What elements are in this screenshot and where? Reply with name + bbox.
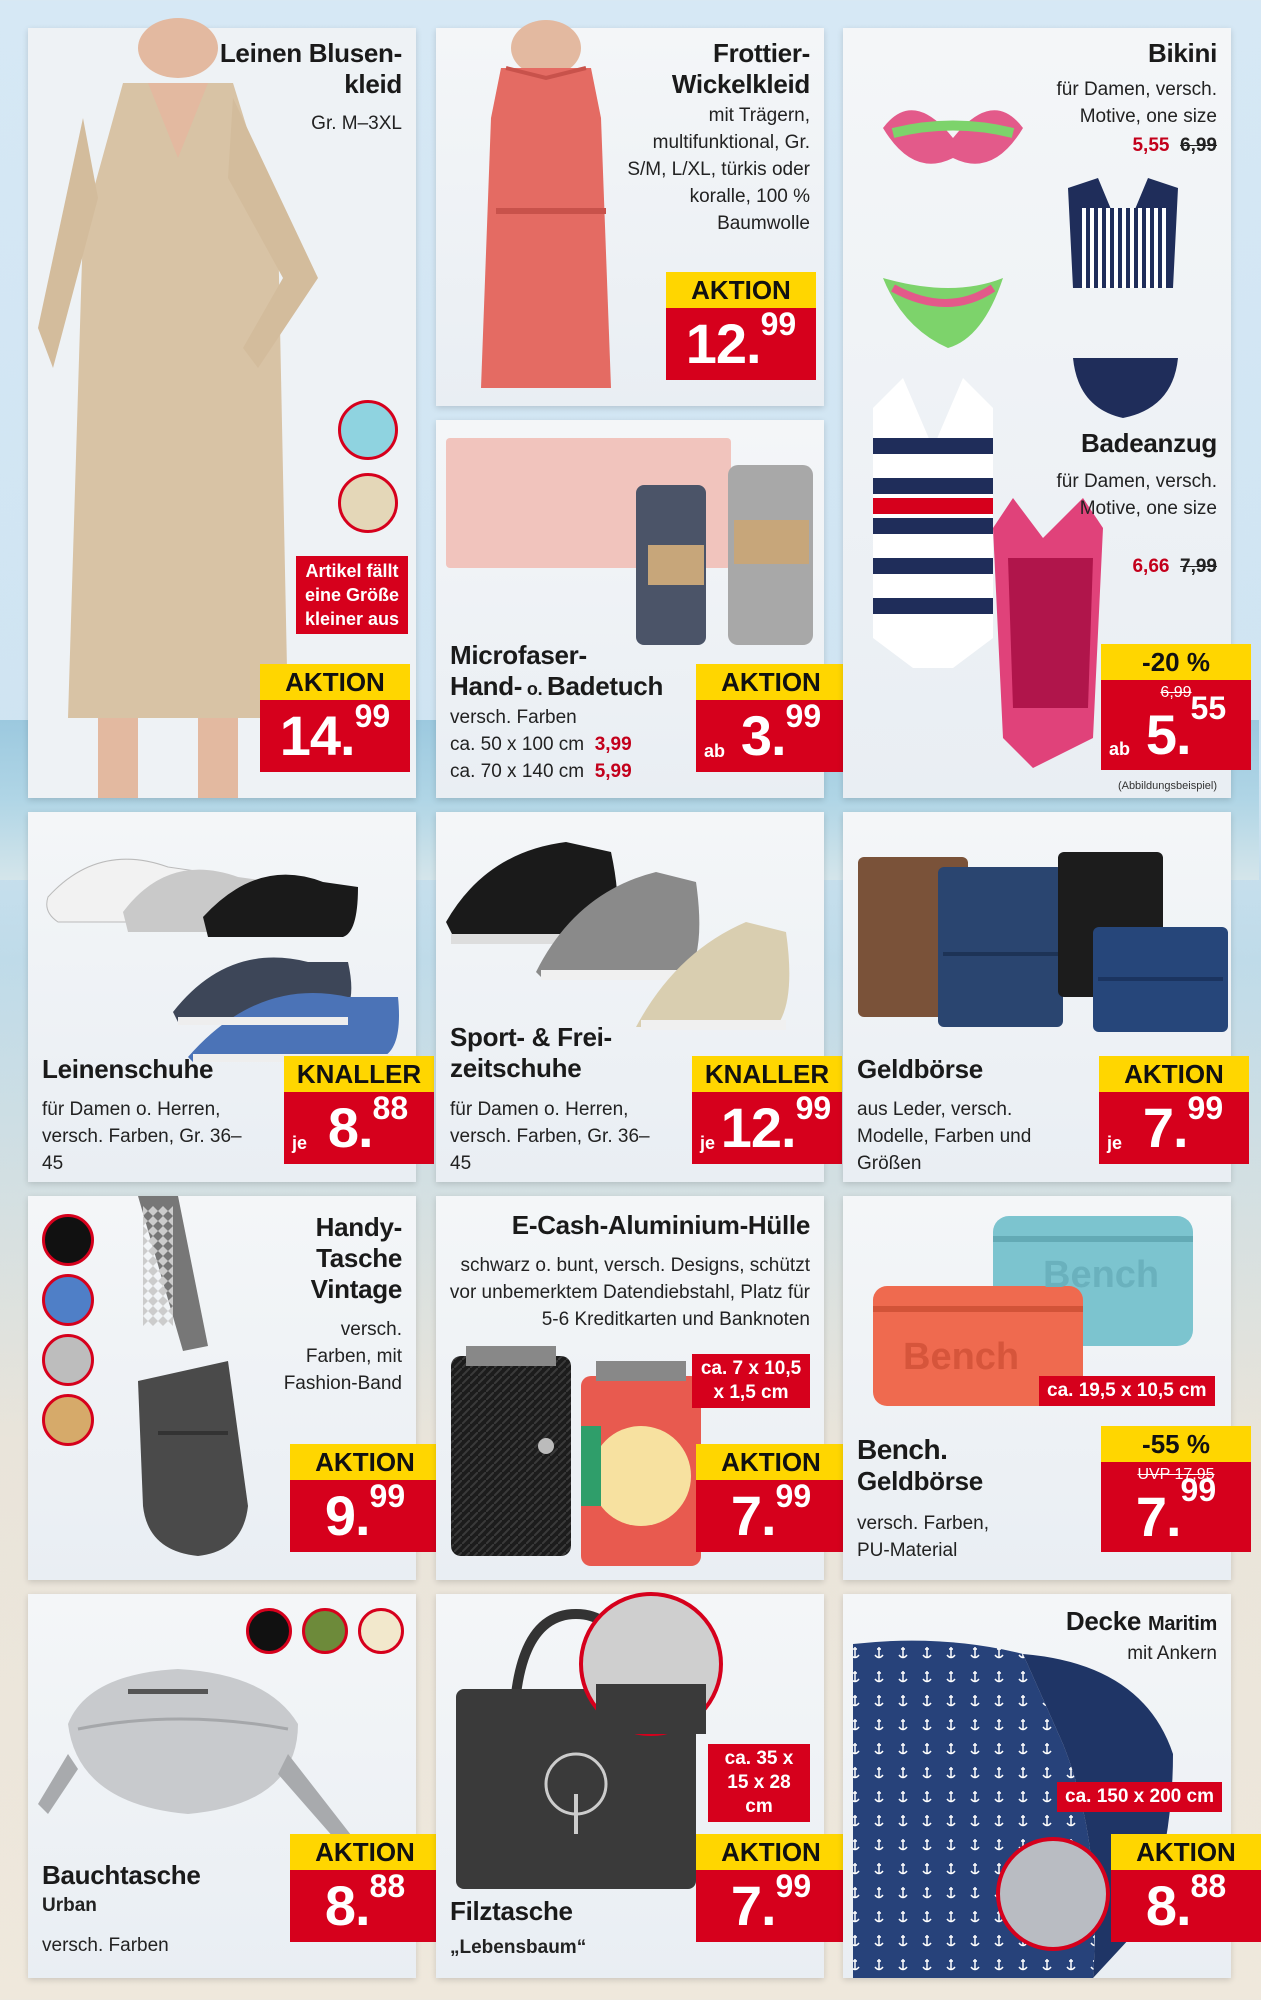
badge-label: -20 % [1101,644,1251,680]
bikini-desc: für Damen, versch. Motive, one size [1056,79,1217,127]
price-cents: 99 [775,1478,812,1514]
price-cents: 88 [372,1090,409,1126]
price-cents: 99 [369,1478,406,1514]
price-cents: 99 [1180,1472,1217,1508]
towel-title [450,640,690,705]
badge-label: AKTION [696,1444,846,1480]
linen-shoes-title: Leinenschuhe [42,1054,214,1084]
price-cents: 99 [354,698,391,734]
badge-label: KNALLER [692,1056,842,1092]
swimsuit-price [1132,553,1217,580]
towel-title-end: Badetuch [546,671,664,701]
badge-label: AKTION [666,272,816,308]
bench-dims: ca. 19,5 x 10,5 cm [1039,1376,1215,1406]
price: 9. [324,1484,370,1547]
towel-title-part: Hand- [450,671,523,701]
product-swimwear[interactable] [843,28,1231,798]
blanket-desc: mit Ankern [1127,1643,1217,1664]
product-bench-wallet[interactable] [843,1196,1231,1580]
uvp-price: UVP 17,95 [1137,1466,1215,1483]
towel-image [436,420,824,650]
swimsuit-price-badge [1101,644,1251,770]
price: 7. [730,1484,776,1547]
felt-bag-subtitle: „Lebensbaum“ [450,1937,587,1958]
color-swatch-tan[interactable] [42,1394,94,1446]
bikini-price-old: 6,99 [1180,135,1217,156]
towel-price-2: 5,99 [594,761,632,782]
price-cents: 55 [1190,690,1227,726]
badge-label: -55 % [1101,1426,1251,1462]
sport-shoes-price-badge [692,1056,842,1164]
product-blanket[interactable] [843,1594,1236,1978]
price: 7. [1142,1096,1188,1159]
blanket-title-sub: Maritim [1147,1613,1217,1635]
linen-shoes-image [28,812,416,1062]
wrap-price-badge [666,272,816,380]
badge-label: AKTION [1111,1834,1261,1870]
towel-title-connector: o. [522,679,547,699]
phone-bag-price-badge [290,1444,440,1552]
badge-label: KNALLER [284,1056,434,1092]
price-prefix: je [700,1133,716,1153]
price-cents: 99 [775,1868,812,1904]
price: 5. [1145,703,1191,766]
belt-bag-title: Bauchtasche [42,1860,201,1890]
towel-title-line1: Microfaser- [450,640,587,670]
felt-bag-title: Filztasche [450,1896,573,1926]
badge-label: AKTION [290,1834,440,1870]
color-swatch-black[interactable] [42,1214,94,1266]
dress-price-badge [260,664,410,772]
bench-logo-red: Bench [903,1336,1020,1378]
ecash-title: E-Cash-Aluminium-Hülle [511,1210,810,1240]
badge-label: AKTION [1099,1056,1249,1092]
price: 14. [279,704,355,767]
swimsuit-title: Badeanzug [1081,428,1217,458]
blanket-title-main: Decke [1065,1606,1142,1636]
price: 12. [685,312,761,375]
price-cents: 99 [760,306,797,342]
towel-desc-colors: versch. Farben [450,707,577,728]
dress-title: Leinen Blusen-kleid [219,38,402,99]
product-belt-bag[interactable] [28,1594,416,1978]
color-swatch-beige[interactable] [338,473,398,533]
price: 3. [740,704,786,767]
price: 8. [324,1874,370,1937]
wallet-image [843,812,1231,1042]
phone-bag-desc: versch. Farben, mit Fashion-Band [283,1319,402,1394]
blanket-title [1066,1606,1217,1640]
felt-bag-image [446,1594,716,1894]
product-wrap-dress[interactable] [436,28,824,406]
wrap-title: Frottier-Wickelkleid [671,38,810,99]
bench-title: Geldbörse [857,1466,983,1496]
towel-size-2: ca. 70 x 140 cm [450,761,585,782]
towel-size-1: ca. 50 x 100 cm [450,734,585,755]
bikini-title: Bikini [1148,38,1217,68]
price-prefix: je [292,1133,308,1153]
ecash-price-badge [696,1444,846,1552]
wrap-desc: mit Trägern, multifunktional, Gr. S/M, L/XL, türkis oder koralle, 100 % Baumwolle [627,105,810,234]
bench-brand: Bench. [857,1434,948,1465]
price-prefix: je [1107,1133,1123,1153]
product-felt-bag[interactable] [436,1594,824,1978]
wallet-desc: aus Leder, versch. Modelle, Farben und Größen [857,1099,1032,1174]
dress-size-note: Artikel fällt eine Größe kleiner aus [296,556,408,634]
bench-logo-blue: Bench [1043,1254,1160,1296]
price-cents: 88 [1190,1868,1227,1904]
color-swatch-blue[interactable] [42,1274,94,1326]
product-wallet[interactable] [843,812,1231,1182]
price: 8. [327,1096,373,1159]
badge-label: AKTION [260,664,410,700]
price: 12. [720,1096,796,1159]
badge-label: AKTION [696,1834,846,1870]
color-swatch-grey[interactable] [42,1334,94,1386]
badge-label: AKTION [290,1444,440,1480]
wallet-title: Geldbörse [857,1054,983,1084]
felt-bag-price-badge [696,1834,846,1942]
product-ecash-case[interactable] [436,1196,824,1580]
product-linen-shoes[interactable] [28,812,422,1182]
blanket-price-badge [1111,1834,1261,1942]
price-prefix: ab [1109,739,1131,759]
towel-price-1: 3,99 [594,734,632,755]
felt-bag-dims: ca. 35 x 15 x 28 cm [708,1744,810,1822]
ecash-desc: schwarz o. bunt, versch. Designs, schützt vor unbemerktem Datendiebstahl, Platz für 5-6 Kreditkarten und Banknoten [449,1255,810,1330]
linen-shoes-desc: für Damen o. Herren, versch. Farben, Gr. 36–45 [42,1099,242,1174]
price: 8. [1145,1874,1191,1937]
belt-bag-desc: versch. Farben [42,1935,169,1956]
price: 7. [1135,1485,1181,1548]
belt-bag-subtitle: Urban [42,1895,97,1916]
swimsuit-image-note: (Abbildungsbeispiel) [1117,780,1217,792]
bench-desc: versch. Farben, PU-Material [857,1513,989,1561]
product-dress[interactable] [28,28,416,798]
sport-shoes-title: Sport- & Frei-zeitschuhe [450,1022,612,1083]
bikini-price [1132,132,1217,159]
badge-label: AKTION [696,664,846,700]
price-cents: 99 [1187,1090,1224,1126]
bikini-price-new: 5,55 [1132,135,1170,156]
price-prefix: ab [704,741,726,761]
price: 7. [730,1874,776,1937]
product-sport-shoes[interactable] [436,812,832,1182]
sport-shoes-desc: für Damen o. Herren, versch. Farben, Gr. 36–45 [450,1099,650,1174]
product-towel[interactable] [436,420,824,798]
blanket-dims: ca. 150 x 200 cm [1057,1782,1222,1812]
product-phone-bag[interactable] [28,1196,416,1580]
ecash-image [446,1336,706,1576]
price-cents: 88 [369,1868,406,1904]
price-cents: 99 [785,698,822,734]
swimsuit-desc: für Damen, versch. Motive, one size [1056,471,1217,519]
towel-desc [450,704,680,785]
phone-bag-title: Handy-Tasche Vintage [310,1212,402,1304]
color-swatch-turquoise[interactable] [338,400,398,460]
dress-size: Gr. M–3XL [311,113,402,134]
old-price: 6,99 [1160,684,1192,701]
swimsuit-price-new: 6,66 [1132,556,1170,577]
ecash-dims: ca. 7 x 10,5 x 1,5 cm [692,1354,810,1408]
linen-shoes-price-badge [284,1056,434,1164]
towel-price-badge [696,664,846,772]
belt-bag-price-badge [290,1834,440,1942]
price-cents: 99 [795,1090,832,1126]
wallet-price-badge [1099,1056,1249,1164]
bench-price-badge [1101,1426,1251,1552]
swimsuit-price-old: 7,99 [1180,556,1217,577]
